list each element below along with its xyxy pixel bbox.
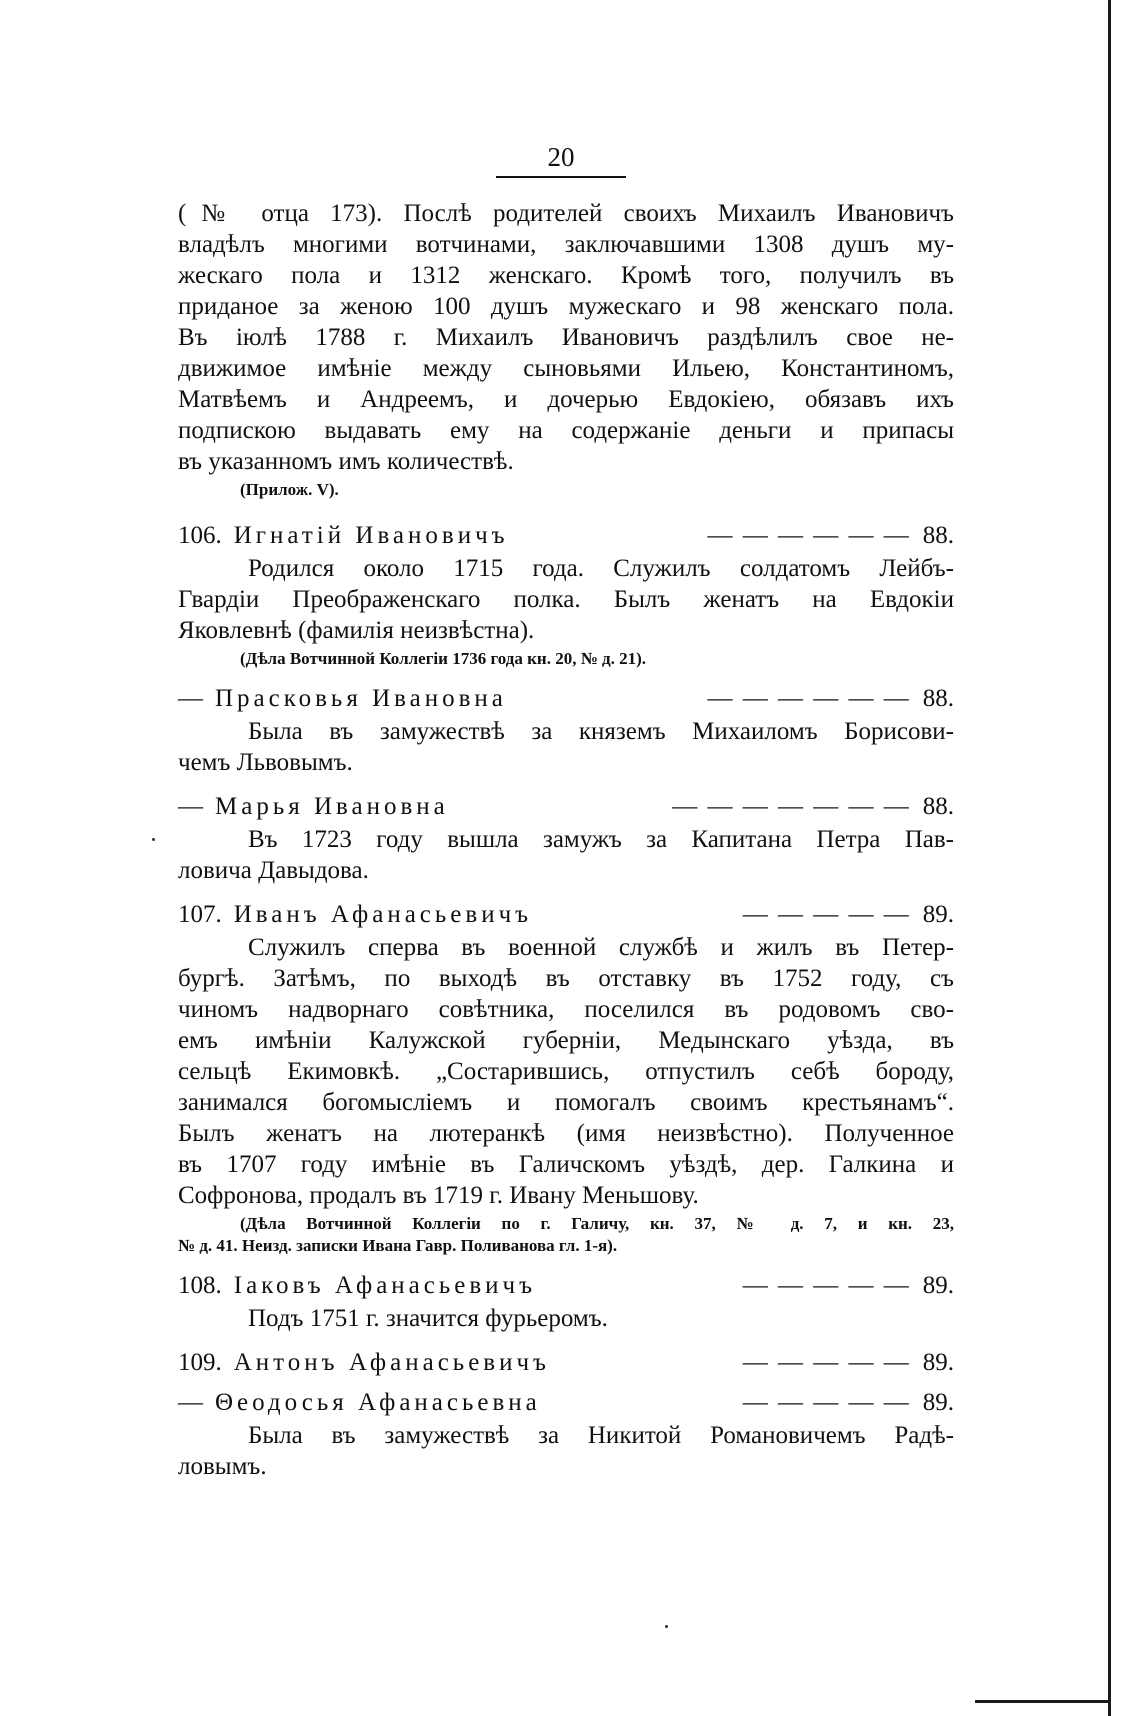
entry-number: — xyxy=(178,1389,203,1416)
text-line: Была въ замужествѣ за княземъ Михаиломъ Борисови- xyxy=(248,718,954,745)
text-line: сельцѣ Екимовкѣ. „Состарившись, отпустилъ себѣ бороду, xyxy=(178,1058,954,1085)
text-line: Служилъ сперва въ военной службѣ и жилъ въ Петер- xyxy=(248,934,954,961)
text-line: движимое имѣніе между сыновьями Ильею, Константиномъ, xyxy=(178,355,954,382)
genealogy-entry xyxy=(178,1386,954,1482)
genealogy-entry xyxy=(178,790,954,886)
text-line: ловича Давыдова. xyxy=(178,857,369,884)
entry-name: Θеодосья Афанасьевна xyxy=(215,1389,541,1416)
entry-heading xyxy=(178,898,954,932)
entry-page-ref: 89. xyxy=(922,901,954,928)
genealogy-entry xyxy=(178,1346,954,1380)
text-line: въ 1707 году имѣніе въ Галичскомъ уѣздѣ, дер. Галкина и xyxy=(178,1151,954,1178)
entry-name: Антонъ Афанасьевичъ xyxy=(233,1349,550,1376)
leader-dashes: — — — — — — xyxy=(707,685,911,712)
intro-paragraph xyxy=(178,198,954,501)
entry-number: 106. xyxy=(178,522,222,549)
text-line: Подъ 1751 г. значится фурьеромъ. xyxy=(248,1305,608,1332)
entry-page-ref: 88. xyxy=(922,685,954,712)
text-line: въ указанномъ имъ количествѣ. xyxy=(178,448,514,475)
genealogy-entry xyxy=(178,519,954,670)
leader-dashes: — — — — — xyxy=(742,1272,911,1299)
text-line: владѣлъ многими вотчинами, заключавшими 1308 душъ му- xyxy=(178,231,954,258)
leader-dashes: — — — — — — — xyxy=(672,793,911,820)
entry-page-ref: 89. xyxy=(922,1272,954,1299)
entry-name: Марья Ивановна xyxy=(215,793,449,820)
entry-heading xyxy=(178,1346,954,1380)
scan-speck xyxy=(665,1625,668,1628)
reference-note: № д. 41. Неизд. записки Ивана Гавр. Поливанова гл. 1-я). xyxy=(178,1236,618,1255)
bottom-rule xyxy=(975,1700,1108,1703)
reference-note: (Прилож. V). xyxy=(240,480,339,499)
entry-heading xyxy=(178,790,954,824)
entry-number: — xyxy=(178,793,203,820)
entry-number: — xyxy=(178,685,203,712)
text-line: емъ имѣніи Калужской губерніи, Медынскаго уѣзда, въ xyxy=(178,1027,954,1054)
text-line: бургѣ. Затѣмъ, по выходѣ въ отставку въ 1752 году, съ xyxy=(178,965,954,992)
text-line: ловымъ. xyxy=(178,1453,267,1480)
page-number: 20 xyxy=(547,142,575,172)
entry-name: Игнатій Ивановичъ xyxy=(233,522,509,549)
entry-name: Прасковья Ивановна xyxy=(215,685,507,712)
text-line: Была въ замужествѣ за Никитой Романовичемъ Радѣ- xyxy=(248,1422,954,1449)
entry-number: 107. xyxy=(178,901,222,928)
genealogy-entry xyxy=(178,898,954,1257)
entry-page-ref: 89. xyxy=(922,1349,954,1376)
entry-number: 108. xyxy=(178,1272,222,1299)
text-line: Софронова, продалъ въ 1719 г. Ивану Меньшову. xyxy=(178,1182,699,1209)
leader-dashes: — — — — — — xyxy=(707,522,911,549)
text-line: чиномъ надворнаго совѣтника, поселился въ родовомъ сво- xyxy=(178,996,954,1023)
text-line: Матвѣемъ и Андреемъ, и дочерью Евдокіею, обязавъ ихъ xyxy=(178,386,954,413)
text-line: Въ іюлѣ 1788 г. Михаилъ Ивановичъ раздѣлилъ свое не- xyxy=(178,324,954,351)
entry-number: 109. xyxy=(178,1349,222,1376)
text-line: Гвардіи Преображенскаго полка. Былъ женатъ на Евдокіи xyxy=(178,586,954,613)
entry-page-ref: 89. xyxy=(922,1389,954,1416)
scan-speck xyxy=(152,838,155,841)
page-number-rule xyxy=(496,176,626,178)
leader-dashes: — — — — — xyxy=(742,901,911,928)
entry-heading xyxy=(178,682,954,716)
text-line: (№ отца 173). Послѣ родителей своихъ Михаилъ Ивановичъ xyxy=(178,200,954,227)
entry-name: Іаковъ Афанасьевичъ xyxy=(233,1272,537,1299)
entry-heading xyxy=(178,519,954,553)
reference-note: (Дѣла Вотчинной Коллегіи по г. Галичу, кн. 37, № д. 7, и кн. 23, xyxy=(240,1214,954,1233)
text-line: Яковлевнѣ (фамилія неизвѣстна). xyxy=(178,617,535,644)
entry-page-ref: 88. xyxy=(922,522,954,549)
text-line: Родился около 1715 года. Служилъ солдатомъ Лейбъ- xyxy=(248,555,954,582)
page-edge-line xyxy=(1108,0,1111,1716)
text-line: Былъ женатъ на лютеранкѣ (имя неизвѣстно). Полученное xyxy=(178,1120,954,1147)
text-line: занимался богомысліемъ и помогалъ своимъ крестьянамъ“. xyxy=(178,1089,954,1116)
text-line: Въ 1723 году вышла замужъ за Капитана Петра Пав- xyxy=(248,826,954,853)
entry-heading xyxy=(178,1386,954,1420)
entry-page-ref: 88. xyxy=(922,793,954,820)
genealogy-entry xyxy=(178,1269,954,1334)
reference-note: (Дѣла Вотчинной Коллегіи 1736 года кн. 20, № д. 21). xyxy=(240,649,647,668)
text-line: приданое за женою 100 душъ мужескаго и 98 женскаго пола. xyxy=(178,293,954,320)
page-body xyxy=(178,198,954,1482)
genealogy-entry xyxy=(178,682,954,778)
text-line: чемъ Львовымъ. xyxy=(178,749,353,776)
text-line: жескаго пола и 1312 женскаго. Кромѣ того, получилъ въ xyxy=(178,262,954,289)
leader-dashes: — — — — — xyxy=(742,1349,911,1376)
leader-dashes: — — — — — xyxy=(742,1389,911,1416)
entry-name: Иванъ Афанасьевичъ xyxy=(233,901,533,928)
entry-heading xyxy=(178,1269,954,1303)
text-line: подпискою выдавать ему на содержаніе деньги и припасы xyxy=(178,417,954,444)
